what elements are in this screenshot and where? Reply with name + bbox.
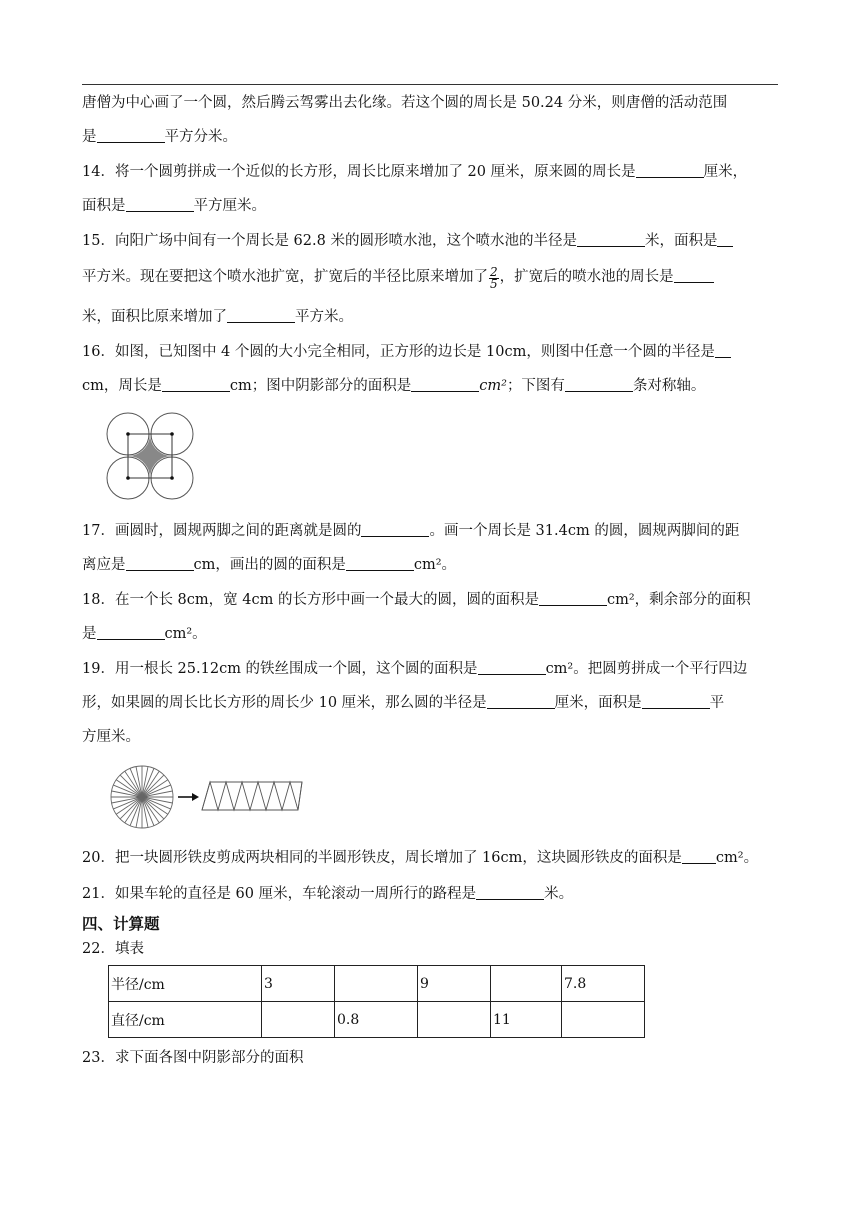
q14-line-1: 14．将一个圆剪拼成一个近似的长方形，周长比原来增加了 20 厘米，原来圆的周长是 厘米， (82, 164, 748, 180)
answer-blank[interactable] (411, 377, 479, 392)
four-circles-figure (106, 412, 194, 500)
q18-line-2: 是 cm²。 (82, 626, 207, 642)
table-row (109, 966, 645, 1002)
q17-line-2: 离应是 cm，画出的圆的面积是 cm²。 (82, 557, 457, 573)
table-cell[interactable]: 11 (491, 1002, 562, 1038)
fraction: $\frac{2}{5}$ (490, 265, 498, 291)
q18-line-1: 18．在一个长 8cm，宽 4cm 的长方形中画一个最大的圆，圆的面积是 cm²，剩余部分的面积 (82, 592, 751, 608)
table-cell[interactable]: 9 (418, 966, 491, 1002)
row-header: 半径/cm (109, 966, 262, 1002)
header-rule (82, 84, 778, 85)
table-cell[interactable] (262, 1002, 335, 1038)
table-cell[interactable] (418, 1002, 491, 1038)
q17-line-1: 17．画圆时，圆规两脚之间的距离就是圆的 。画一个周长是 31.4cm 的圆，圆规两脚间的距 (82, 523, 740, 539)
q23-line: 23．求下面各图中阴影部分的面积 (82, 1050, 304, 1066)
q22-line: 22．填表 (82, 941, 144, 957)
answer-blank[interactable] (162, 377, 230, 392)
table-cell[interactable]: 3 (262, 966, 335, 1002)
table-row (109, 1002, 645, 1038)
circle-to-parallelogram-figure (106, 764, 306, 832)
q20-line: 20．把一块圆形铁皮剪成两块相同的半圆形铁皮，周长增加了 16cm，这块圆形铁皮的面积是 cm²。 (82, 850, 759, 866)
q19-line-3: 方厘米。 (82, 729, 140, 745)
answer-blank[interactable] (97, 128, 165, 143)
arrow-icon (178, 793, 199, 801)
answer-blank[interactable] (97, 625, 165, 640)
q21-line: 21．如果车轮的直径是 60 厘米，车轮滚动一周所行的路程是 米。 (82, 886, 574, 902)
q19-line-2: 形，如果圆的周长比长方形的周长少 10 厘米，那么圆的半径是 厘米，面积是 平 (82, 695, 725, 711)
sectored-circle (111, 766, 173, 828)
q13-line-1: 唐僧为中心画了一个圆，然后腾云驾雾出去化缘。若这个圆的周长是 50.24 分米，则唐僧的活动范围 (82, 95, 728, 111)
answer-blank[interactable] (577, 232, 645, 247)
answer-blank[interactable] (717, 232, 733, 247)
answer-blank[interactable] (227, 308, 295, 323)
parallelogram-strips (202, 782, 302, 810)
row-header: 直径/cm (109, 1002, 262, 1038)
answer-blank[interactable] (476, 885, 544, 900)
answer-blank[interactable] (346, 556, 414, 571)
q15-line-3: 米，面积比原来增加了 平方米。 (82, 309, 353, 325)
answer-blank[interactable] (642, 694, 710, 709)
answer-blank[interactable] (539, 591, 607, 606)
answer-blank[interactable] (715, 343, 731, 358)
q19-line-1: 19．用一根长 25.12cm 的铁丝围成一个圆，这个圆的面积是 cm²。把圆剪拼成一个平行四边 (82, 661, 748, 677)
answer-blank[interactable] (682, 849, 716, 864)
q13-line-2: 是 平方分米。 (82, 129, 237, 145)
answer-blank[interactable] (126, 197, 194, 212)
table-cell[interactable] (335, 966, 418, 1002)
table-cell[interactable] (491, 966, 562, 1002)
q16-line-2: cm，周长是 cm；图中阴影部分的面积是 cm²；下图有 条对称轴。 (82, 378, 706, 394)
section-heading: 四、计算题 (82, 915, 160, 933)
answer-blank[interactable] (487, 694, 555, 709)
answer-blank[interactable] (565, 377, 633, 392)
q15-line-2: 平方米。现在要把这个喷水池扩宽，扩宽后的半径比原来增加了 $\frac{2}{5}$ ，扩宽后的喷水池的周长是 (82, 267, 714, 290)
answer-blank[interactable] (126, 556, 194, 571)
table-cell[interactable]: 0.8 (335, 1002, 418, 1038)
table-cell[interactable]: 7.8 (562, 966, 645, 1002)
answer-blank[interactable] (361, 522, 429, 537)
table-cell[interactable] (562, 1002, 645, 1038)
q14-line-2: 面积是 平方厘米。 (82, 198, 266, 214)
fill-table (108, 965, 645, 1038)
answer-blank[interactable] (478, 660, 546, 675)
q15-line-1: 15．向阳广场中间有一个周长是 62.8 米的圆形喷水池，这个喷水池的半径是 米，面积是 (82, 231, 733, 251)
answer-blank[interactable] (636, 163, 704, 178)
q16-line-1: 16．如图，已知图中 4 个圆的大小完全相同，正方形的边长是 10cm，则图中任意一个圆的半径是 (82, 342, 731, 362)
answer-blank[interactable] (674, 268, 714, 283)
